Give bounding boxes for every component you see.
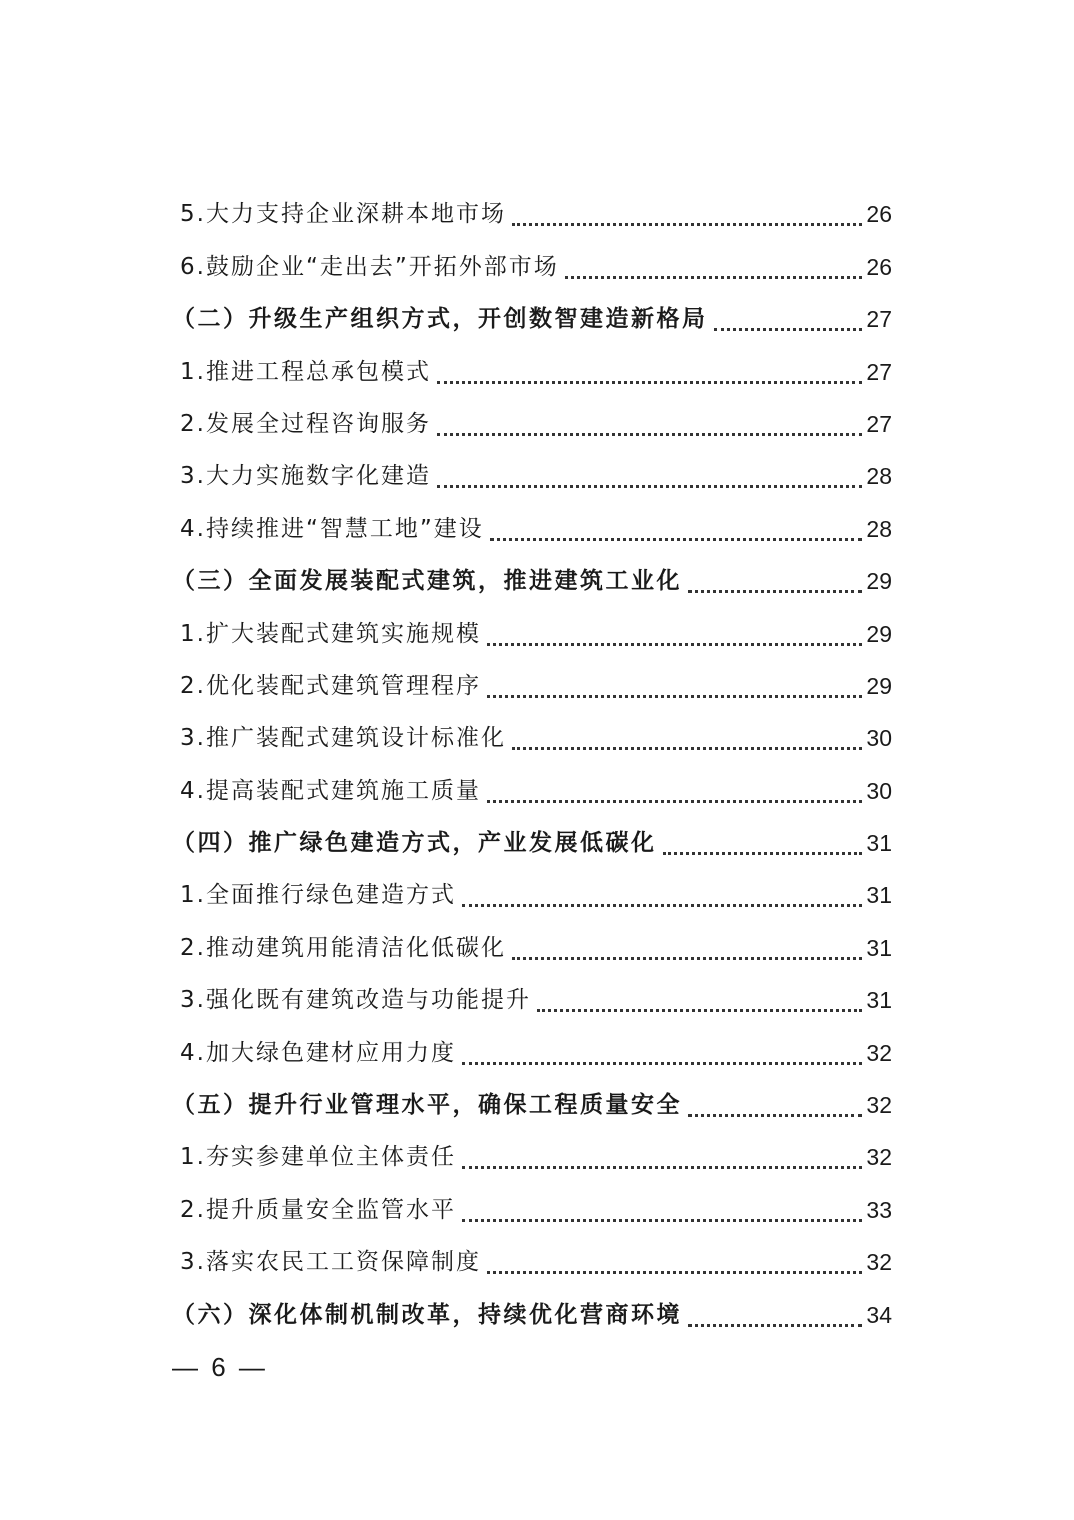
toc-entry-page: 32 (866, 1039, 892, 1066)
toc-sub-entry (172, 240, 892, 292)
toc-entry-page: 30 (866, 725, 892, 752)
toc-dot-leader (437, 433, 862, 436)
toc-entry-page: 30 (866, 777, 892, 804)
toc-entry-page: 29 (866, 620, 892, 647)
toc-entry-title: 3.推广装配式建筑设计标准化 (180, 725, 506, 752)
toc-section-entry (172, 293, 892, 345)
toc-dot-leader (487, 800, 862, 803)
toc-entry-title: （二）升级生产组织方式，开创数智建造新格局 (172, 306, 708, 333)
toc-section-entry (172, 555, 892, 607)
toc-entry-title: 2.发展全过程咨询服务 (180, 410, 431, 437)
toc-entry-title: 2.提升质量安全监管水平 (180, 1196, 456, 1223)
toc-entry-title: （四）推广绿色建造方式，产业发展低碳化 (172, 830, 657, 857)
toc-dot-leader (437, 381, 862, 384)
toc-entry-page: 32 (866, 1144, 892, 1171)
toc-section-entry (172, 1288, 892, 1340)
toc-sub-entry (172, 502, 892, 554)
toc-entry-page: 28 (866, 463, 892, 490)
toc-sub-entry (172, 1026, 892, 1078)
toc-entry-page: 32 (866, 1249, 892, 1276)
toc-entry-page: 31 (866, 934, 892, 961)
toc-sub-entry (172, 188, 892, 240)
toc-entry-page: 32 (866, 1092, 892, 1119)
toc-dot-leader (490, 538, 863, 541)
toc-entry-title: 1.扩大装配式建筑实施规模 (180, 620, 481, 647)
toc-dot-leader (512, 957, 862, 960)
toc-sub-entry (172, 921, 892, 973)
toc-entry-page: 27 (866, 410, 892, 437)
toc-dot-leader (462, 1062, 862, 1065)
toc-dot-leader (512, 747, 862, 750)
toc-sub-entry (172, 345, 892, 397)
toc-dot-leader (714, 328, 863, 331)
toc-sub-entry (172, 1131, 892, 1183)
toc-entry-page: 28 (866, 515, 892, 542)
toc-entry-title: 1.全面推行绿色建造方式 (180, 882, 456, 909)
toc-entry-page: 27 (866, 306, 892, 333)
toc-dot-leader (487, 695, 862, 698)
toc-sub-entry (172, 607, 892, 659)
toc-sub-entry (172, 869, 892, 921)
toc-entry-title: 4.持续推进“智慧工地”建设 (180, 515, 484, 542)
toc-entry-title: 3.大力实施数字化建造 (180, 463, 431, 490)
toc-entry-page: 29 (866, 568, 892, 595)
toc-sub-entry (172, 398, 892, 450)
toc-dot-leader (688, 1114, 862, 1117)
toc-entry-title: 1.夯实参建单位主体责任 (180, 1144, 456, 1171)
toc-sub-entry (172, 764, 892, 816)
toc-sub-entry (172, 660, 892, 712)
page-number: — 6 — (172, 1352, 268, 1382)
toc-entry-title: （六）深化体制机制改革，持续优化营商环境 (172, 1301, 682, 1328)
toc-dot-leader (688, 590, 862, 593)
toc-entry-title: 4.提高装配式建筑施工质量 (180, 777, 481, 804)
toc-dot-leader (537, 1009, 862, 1012)
toc-entry-page: 31 (866, 830, 892, 857)
toc-section-entry (172, 817, 892, 869)
toc-dot-leader (688, 1324, 862, 1327)
toc-entry-title: （三）全面发展装配式建筑，推进建筑工业化 (172, 568, 682, 595)
toc-entry-page: 26 (866, 253, 892, 280)
toc-entry-title: 3.落实农民工工资保障制度 (180, 1249, 481, 1276)
toc-sub-entry (172, 1236, 892, 1288)
toc-entry-page: 34 (866, 1301, 892, 1328)
toc-entry-page: 29 (866, 672, 892, 699)
toc-entry-page: 26 (866, 201, 892, 228)
toc-entry-page: 31 (866, 882, 892, 909)
toc-section-entry (172, 1079, 892, 1131)
toc-dot-leader (487, 1271, 862, 1274)
toc-sub-entry (172, 712, 892, 764)
toc-entry-title: （五）提升行业管理水平，确保工程质量安全 (172, 1092, 682, 1119)
toc-entry-title: 6.鼓励企业“走出去”开拓外部市场 (180, 253, 559, 280)
toc-entry-title: 4.加大绿色建材应用力度 (180, 1039, 456, 1066)
toc-sub-entry (172, 450, 892, 502)
toc-dot-leader (487, 643, 862, 646)
toc-entry-page: 33 (866, 1196, 892, 1223)
toc-entry-page: 31 (866, 987, 892, 1014)
toc-dot-leader (663, 852, 863, 855)
toc-dot-leader (462, 904, 862, 907)
toc-entry-title: 5.大力支持企业深耕本地市场 (180, 201, 506, 228)
toc-dot-leader (565, 276, 863, 279)
toc-entry-title: 2.推动建筑用能清洁化低碳化 (180, 934, 506, 961)
toc-sub-entry (172, 974, 892, 1026)
toc-entry-page: 27 (866, 358, 892, 385)
toc-entry-title: 3.强化既有建筑改造与功能提升 (180, 987, 531, 1014)
toc-entry-title: 2.优化装配式建筑管理程序 (180, 672, 481, 699)
toc-sub-entry (172, 1183, 892, 1235)
toc-entry-title: 1.推进工程总承包模式 (180, 358, 431, 385)
toc-dot-leader (462, 1166, 862, 1169)
table-of-contents (172, 188, 892, 1341)
toc-dot-leader (437, 485, 862, 488)
toc-dot-leader (512, 223, 862, 226)
toc-dot-leader (462, 1219, 862, 1222)
